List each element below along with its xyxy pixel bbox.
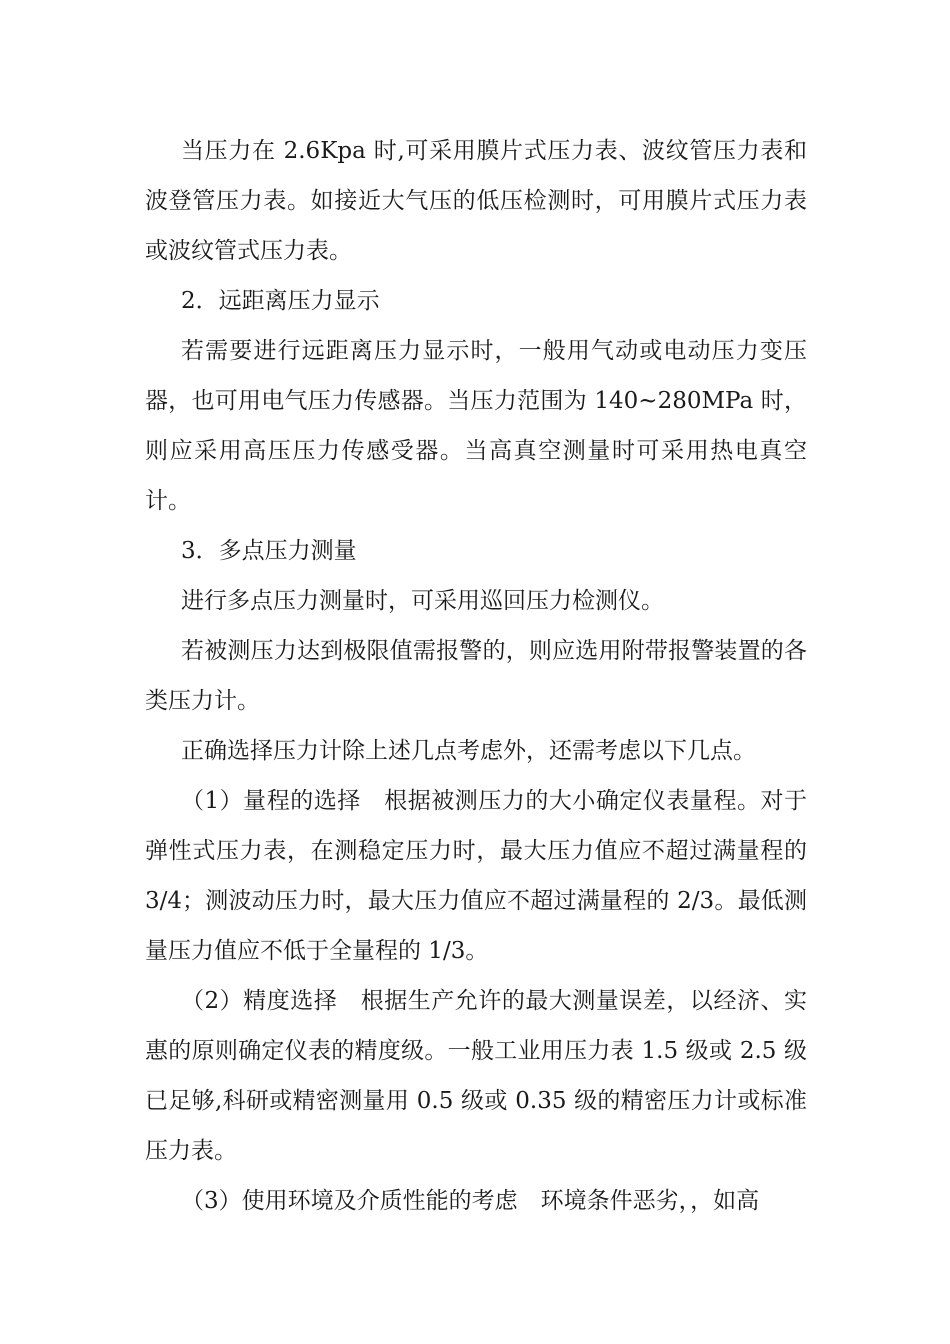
paragraph-selection-intro: 正确选择压力计除上述几点考虑外，还需考虑以下几点。 xyxy=(181,738,756,764)
paragraph-low-pressure: 当压力在 2.6Kpa 时,可采用膜片式压力表、波纹管压力表和波登管压力表。如接近大气压的低压检测时，可用膜片式压力表或波纹管式压力表。 xyxy=(145,138,807,264)
paragraph-range-selection: （1）量程的选择 根据被测压力的大小确定仪表量程。对于弹性式压力表，在测稳定压力时，最大压力值应不超过满量程的 3/4；测波动压力时，最大压力值应不超过满量程的 2/3。最低测量压力值应不低于全量程的 1/3。 xyxy=(145,788,807,964)
heading-remote-display: 2．远距离压力显示 xyxy=(181,288,380,314)
paragraph-remote-display: 若需要进行远距离压力显示时，一般用气动或电动压力变压器，也可用电气压力传感器。当压力范围为 140~280MPa 时，则应采用高压压力传感受器。当高真空测量时可采用热电真空计。 xyxy=(145,338,807,514)
paragraph-environment: （3）使用环境及介质性能的考虑 环境条件恶劣，，如高 xyxy=(181,1188,760,1214)
paragraph-alarm: 若被测压力达到极限值需报警的，则应选用附带报警装置的各类压力计。 xyxy=(145,638,807,714)
paragraph-accuracy-selection: （2）精度选择 根据生产允许的最大测量误差，以经济、实惠的原则确定仪表的精度级。一般工业用压力表 1.5 级或 2.5 级已足够,科研或精密测量用 0.5 级或 0.35 级的精密压力计或标准压力表。 xyxy=(145,988,807,1164)
document-page xyxy=(145,126,807,1226)
paragraph-multipoint: 进行多点压力测量时，可采用巡回压力检测仪。 xyxy=(181,588,664,614)
heading-multipoint: 3．多点压力测量 xyxy=(181,538,357,564)
